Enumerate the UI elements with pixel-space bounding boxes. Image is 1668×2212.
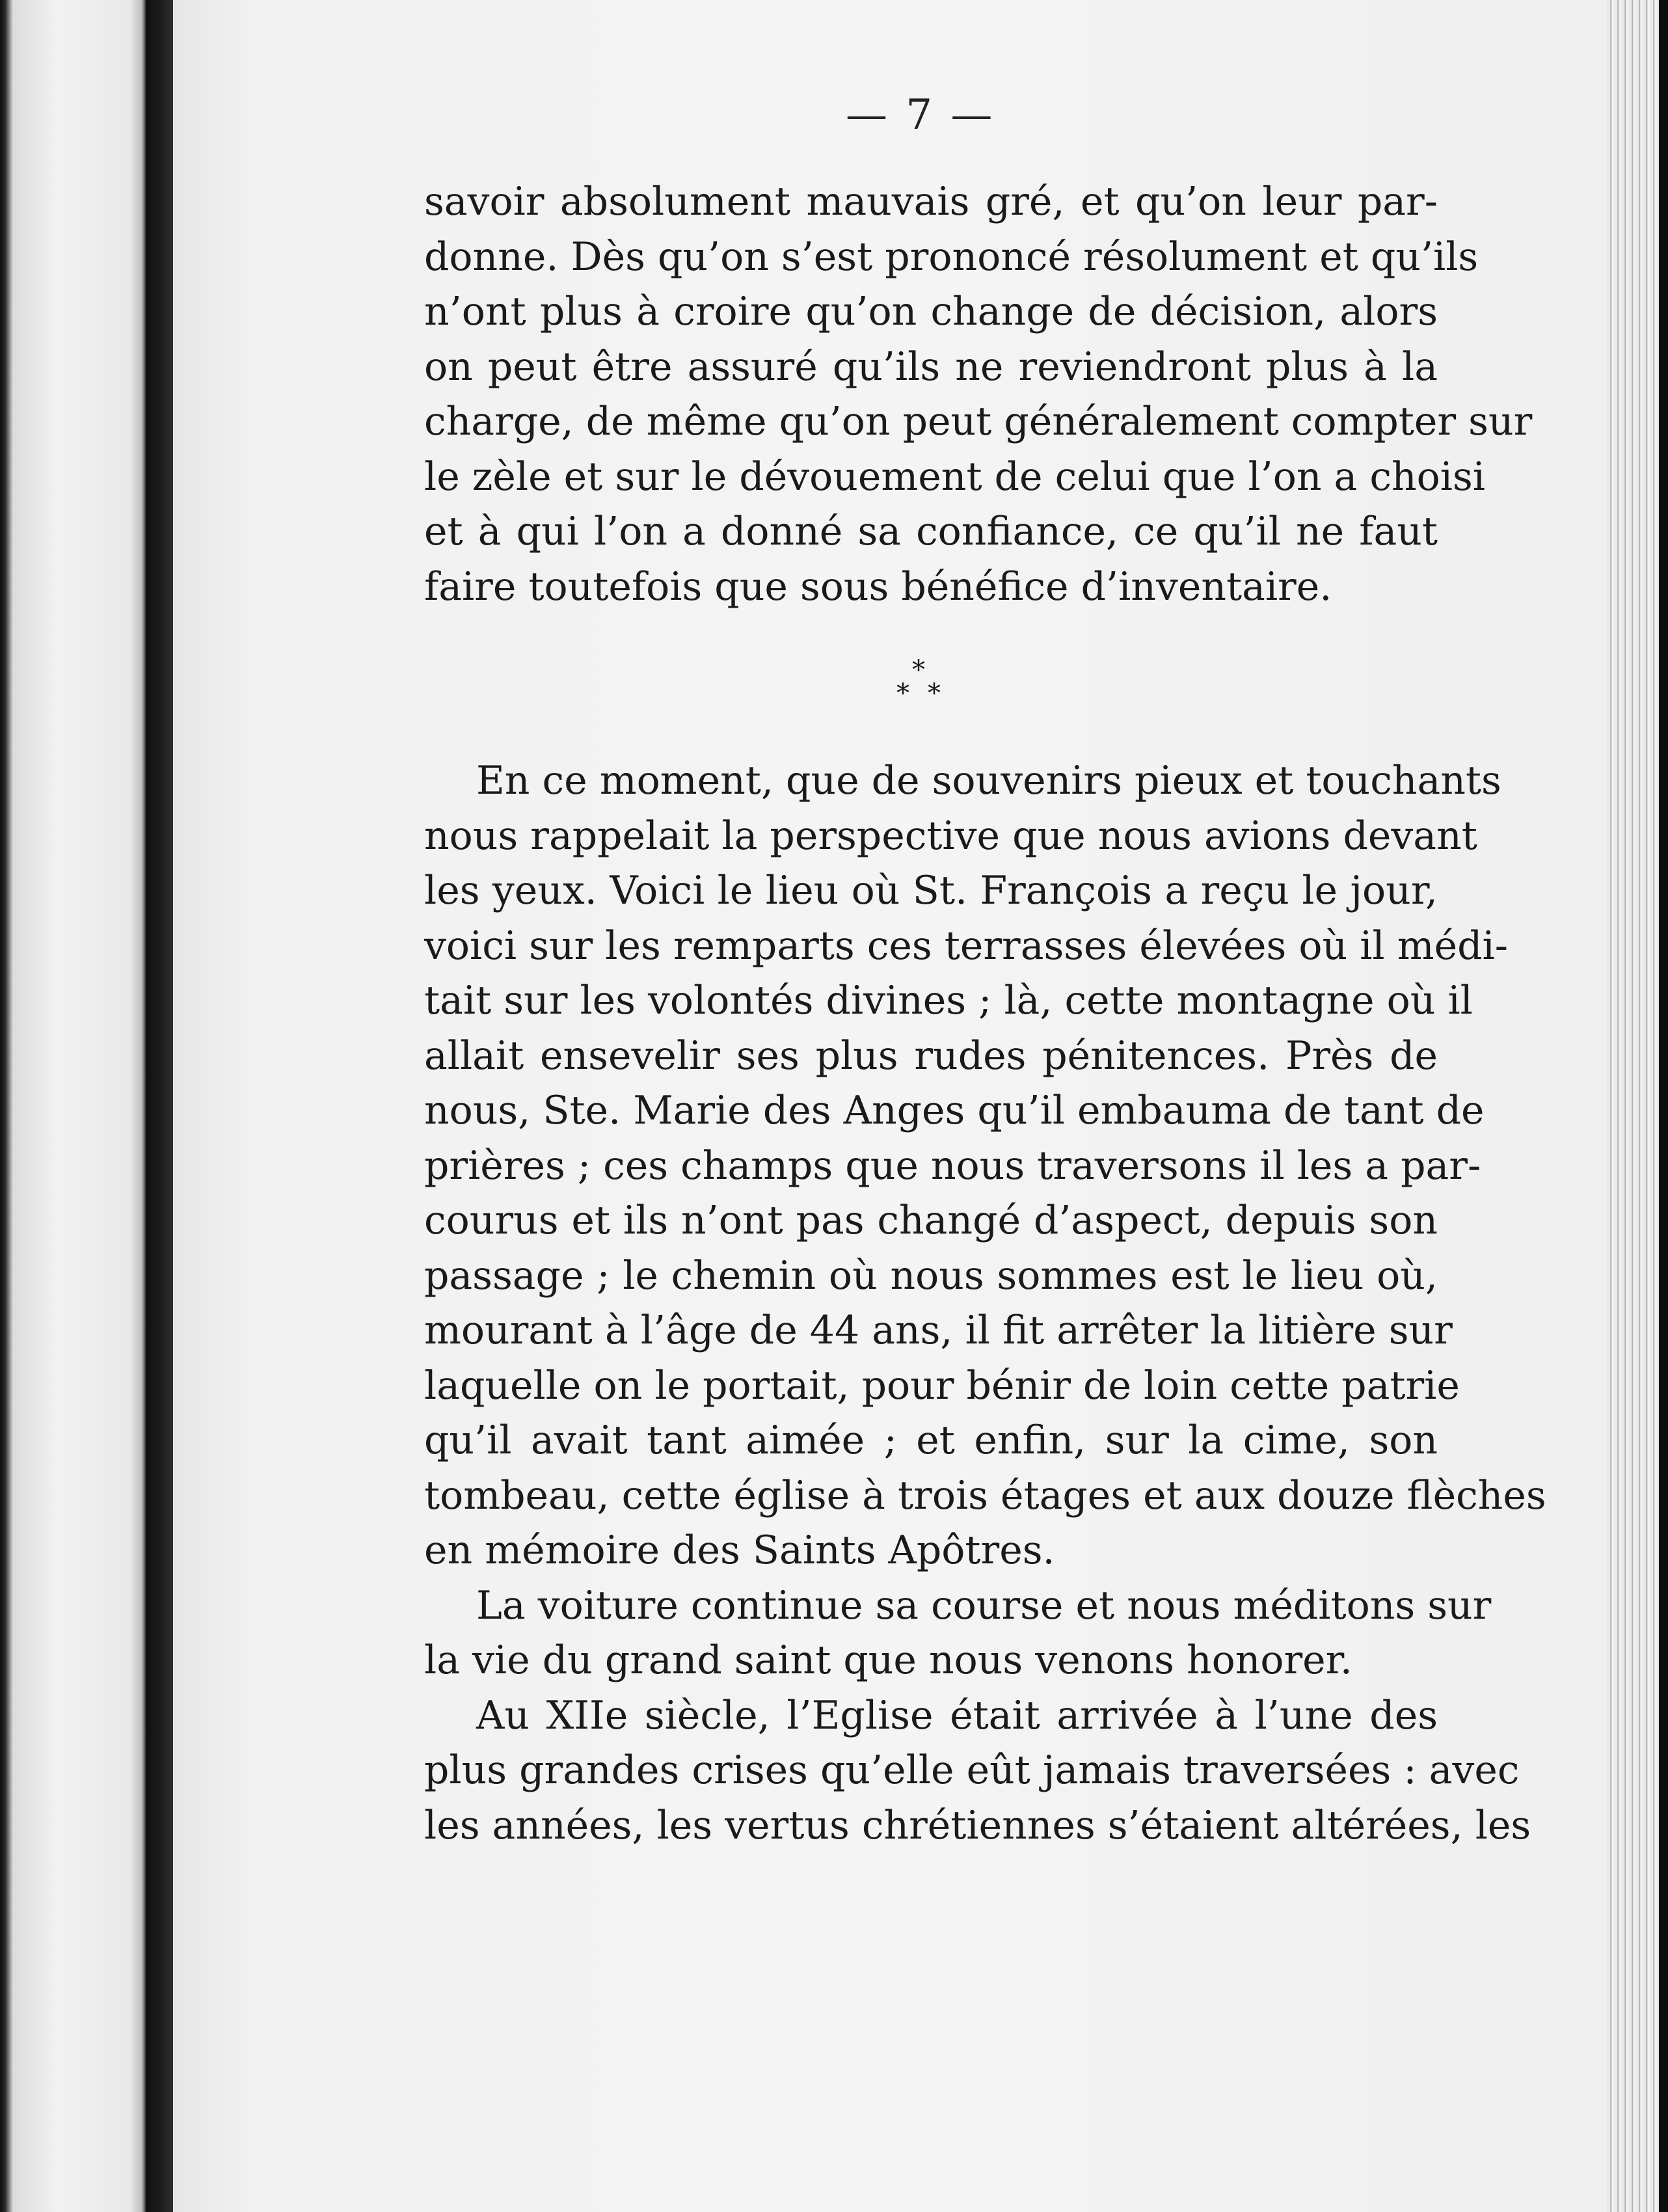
text-line: plus grandes crises qu’elle eût jamais traversées : avec — [424, 1747, 1520, 1793]
text-line: faire toutefois que sous bénéfice d’inventaire. — [424, 563, 1332, 610]
page-number-header: — 7 — — [846, 91, 995, 139]
text-line: donne. Dès qu’on s’est prononcé résolument et qu’ils — [424, 234, 1479, 280]
text-line: En ce moment, que de souvenirs pieux et touchants — [476, 758, 1501, 803]
paragraph-2-to-4 — [424, 753, 1546, 1853]
paragraph-1 — [424, 174, 1533, 614]
text-line: nous, Ste. Marie des Anges qu’il embauma de tant de — [424, 1088, 1485, 1133]
asterisk-glyph: * — [896, 679, 909, 708]
text-line: voici sur les remparts ces terrasses élevées où il médi- — [424, 923, 1508, 969]
asterism-separator — [896, 657, 948, 716]
book-gutter — [146, 0, 173, 2212]
text-line: n’ont plus à croire qu’on change de décision, alors — [424, 289, 1438, 334]
text-line: tombeau, cette église à trois étages et aux douze flèches — [424, 1472, 1546, 1518]
asterisk-glyph: * — [912, 655, 925, 685]
text-line: savoir absolument mauvais gré, et qu’on leur par- — [424, 179, 1438, 224]
text-line: la vie du grand saint que nous venons honorer. — [424, 1638, 1352, 1683]
text-line: Au XIIe siècle, l’Eglise était arrivée à l’une des — [476, 1692, 1438, 1738]
text-line: qu’il avait tant aimée ; et enfin, sur la cime, son — [424, 1418, 1438, 1463]
text-line: tait sur les volontés divines ; là, cette montagne où il — [424, 978, 1473, 1023]
text-line: on peut être assuré qu’ils ne reviendront plus à la — [424, 344, 1438, 390]
text-line: courus et ils n’ont pas changé d’aspect, depuis son — [424, 1198, 1438, 1243]
asterisk-glyph: * — [928, 679, 941, 708]
facing-page-edge — [0, 0, 146, 2212]
text-line: les années, les vertus chrétiennes s’étaient altérées, les — [424, 1802, 1531, 1848]
page-stack-edges — [1607, 0, 1668, 2212]
text-line: allait ensevelir ses plus rudes pénitences. Près de — [424, 1032, 1438, 1079]
text-line: charge, de même qu’on peut généralement compter sur — [424, 399, 1533, 444]
text-line: et à qui l’on a donné sa confiance, ce qu’il ne faut — [424, 509, 1438, 554]
text-line: nous rappelait la perspective que nous avions devant — [424, 813, 1477, 859]
text-line: en mémoire des Saints Apôtres. — [424, 1528, 1055, 1573]
text-line: prières ; ces champs que nous traversons il les a par- — [424, 1142, 1481, 1189]
text-line: laquelle on le portait, pour bénir de loin cette patrie — [424, 1362, 1460, 1409]
text-line: le zèle et sur le dévouement de celui que l’on a choisi — [424, 453, 1485, 500]
text-line: mourant à l’âge de 44 ans, il fit arrêter la litière sur — [424, 1308, 1453, 1353]
text-line: passage ; le chemin où nous sommes est le lieu où, — [424, 1252, 1438, 1299]
text-line: les yeux. Voici le lieu où St. François a reçu le jour, — [424, 868, 1438, 913]
text-line: La voiture continue sa course et nous méditons sur — [476, 1582, 1492, 1628]
